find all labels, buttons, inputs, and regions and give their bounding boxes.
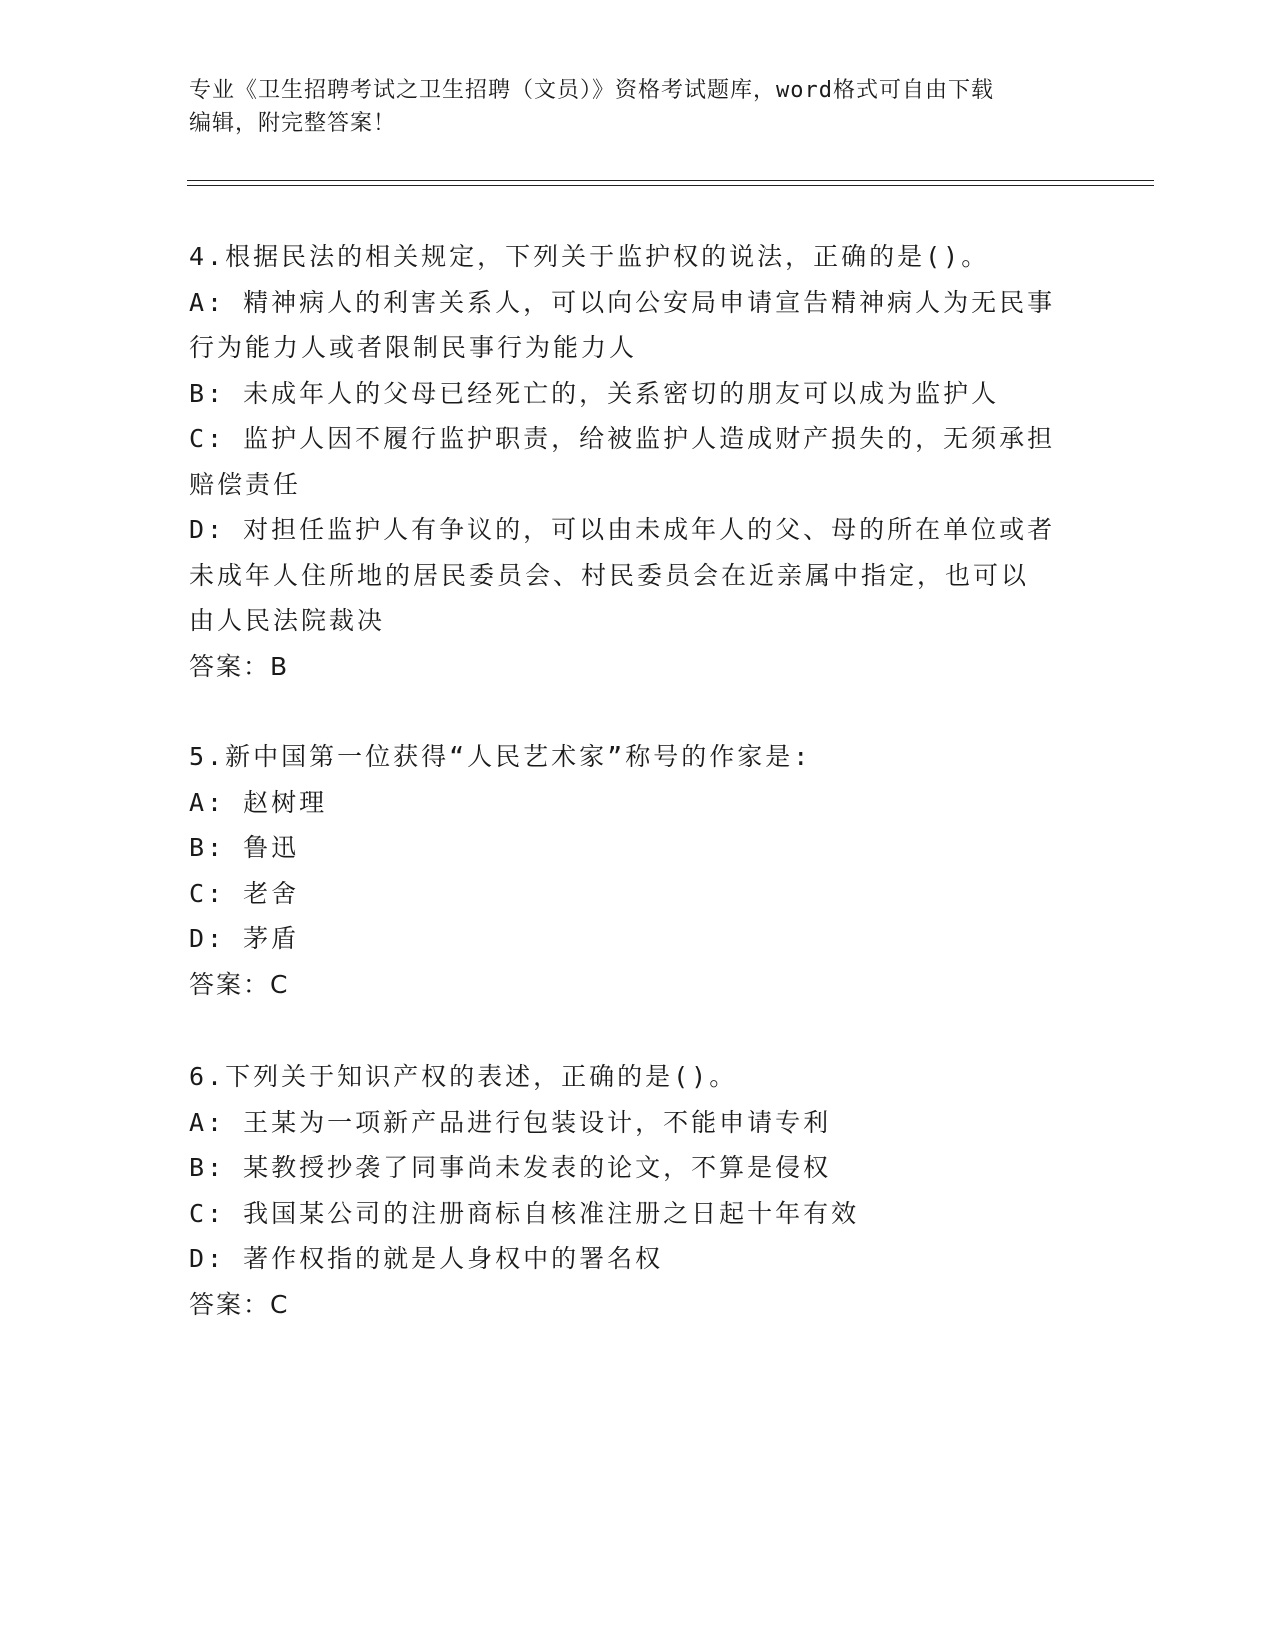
header-line-1: 专业《卫生招聘考试之卫生招聘（文员）》资格考试题库，word格式可自由下载: [189, 78, 994, 103]
answer-label: 答案：B: [189, 651, 290, 681]
question-stem: 5.新中国第一位获得“人民艺术家”称号的作家是:: [189, 742, 812, 771]
option-line: D: 对担任监护人有争议的，可以由未成年人的父、母的所在单位或者: [189, 515, 1056, 544]
header-line-2: 编辑，附完整答案！: [189, 111, 397, 136]
option-line: 赔偿责任: [189, 469, 302, 499]
option-line: A: 赵树理: [189, 787, 328, 817]
answer-label: 答案：C: [189, 1289, 290, 1319]
option-line: A: 精神病人的利害关系人，可以向公安局申请宣告精神病人为无民事: [189, 287, 1056, 317]
question-5: [189, 734, 1089, 1007]
question-stem: 4.根据民法的相关规定，下列关于监护权的说法，正确的是()。: [189, 242, 990, 271]
option-line: B: 未成年人的父母已经死亡的，关系密切的朋友可以成为监护人: [189, 378, 1000, 408]
question-6: [189, 1054, 1089, 1327]
option-line: D: 茅盾: [189, 924, 300, 953]
question-stem: 6.下列关于知识产权的表述，正确的是()。: [189, 1062, 738, 1091]
option-line: 由人民法院裁决: [189, 606, 386, 635]
option-line: 行为能力人或者限制民事行为能力人: [189, 333, 638, 362]
option-line: B: 鲁迅: [189, 833, 300, 862]
header-divider-bottom: [187, 185, 1154, 186]
option-line: 未成年人住所地的居民委员会、村民委员会在近亲属中指定，也可以: [189, 560, 1030, 590]
option-line: C: 我国某公司的注册商标自核准注册之日起十年有效: [189, 1198, 860, 1228]
question-4: [189, 234, 1089, 689]
answer-label: 答案：C: [189, 969, 290, 999]
header-divider-top: [187, 180, 1154, 181]
option-line: C: 监护人因不履行监护职责，给被监护人造成财产损失的，无须承担: [189, 424, 1056, 453]
document-header: [189, 74, 1069, 140]
option-line: A: 王某为一项新产品进行包装设计，不能申请专利: [189, 1107, 832, 1137]
option-line: C: 老舍: [189, 878, 300, 908]
option-line: D: 著作权指的就是人身权中的署名权: [189, 1244, 664, 1273]
option-line: B: 某教授抄袭了同事尚未发表的论文，不算是侵权: [189, 1153, 832, 1182]
